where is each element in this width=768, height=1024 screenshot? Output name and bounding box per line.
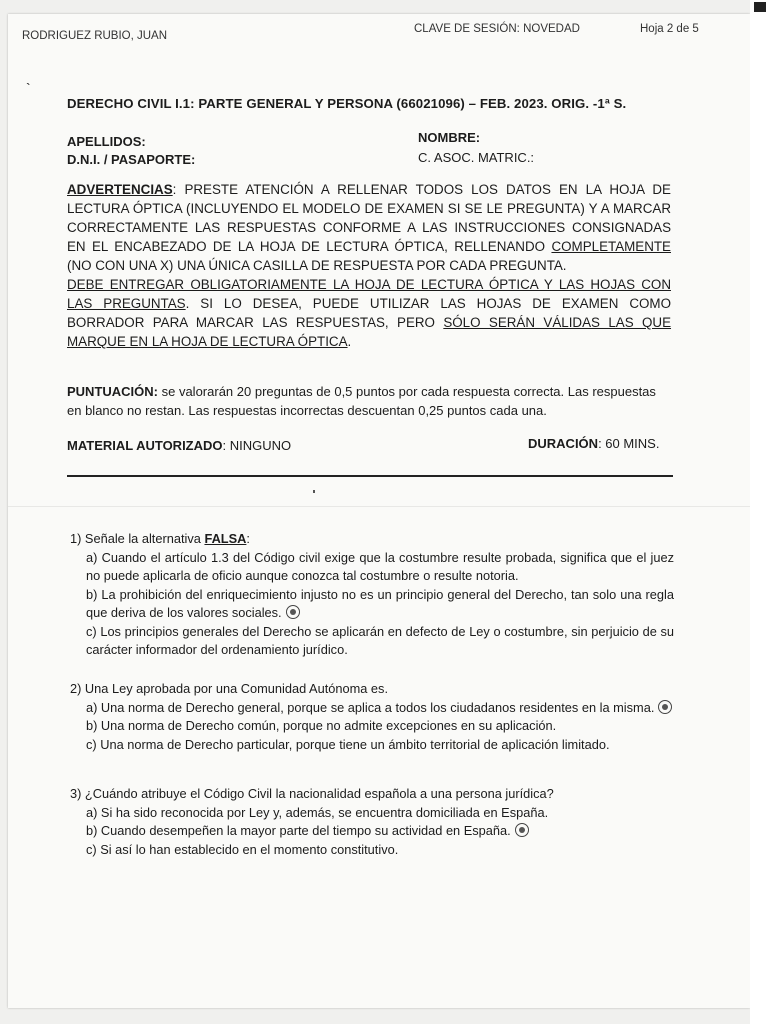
question-1-stem [70, 530, 674, 549]
warnings-only-valid: SÓLO SERÁN VÁLIDAS LAS QUE MARQUE EN LA HOJA DE LECTURA ÓPTICA [67, 315, 672, 349]
question-3 [70, 785, 674, 859]
question-3-option-b-text: b) Cuando desempeñen la mayor parte del tiempo su actividad en España. [86, 823, 511, 838]
warnings-completely: COMPLETAMENTE [551, 239, 671, 254]
question-1-option-b-text: b) La prohibición del enriquecimiento injusto no es un principio general del Derecho, tan solo una regla que deriva de los valores sociales. [86, 586, 674, 620]
question-1-option-a: a) Cuando el artículo 1.3 del Código civil exige que la costumbre resulte probada, significa que el juez no puede aplicarla de oficio aunque conozca tal costumbre o resulte notoria. [86, 549, 674, 583]
pen-tick: ` [26, 80, 31, 96]
question-2-option-b: b) Una norma de Derecho común, porque no admite excepciones en su aplicación. [86, 718, 557, 733]
scan-speck [313, 490, 315, 493]
material-line [67, 438, 291, 453]
question-2 [70, 680, 674, 754]
paper-fold [8, 506, 750, 507]
apellidos-label: APELLIDOS: [67, 134, 146, 149]
question-3-option-b [70, 822, 674, 841]
question-1-stem-suffix: : [246, 531, 250, 546]
material-label: MATERIAL AUTORIZADO [67, 438, 223, 453]
selected-answer-mark [286, 605, 300, 619]
question-2-option-a-text: a) Una norma de Derecho general, porque se aplica a todos los ciudadanos residentes en la misma. [86, 699, 655, 715]
scoring-block [67, 382, 671, 420]
question-1-option-b [70, 586, 674, 623]
scoring-label: PUNTUACIÓN: [67, 384, 158, 399]
duration-line [528, 436, 659, 451]
scoring-text: se valorarán 20 preguntas de 0,5 puntos por cada respuesta correcta. Las respuestas en blanco no restan. Las respuestas incorrectas descuentan 0,25 puntos cada una. [67, 384, 656, 418]
duration-label: DURACIÓN [528, 436, 599, 451]
dni-label: D.N.I. / PASAPORTE: [67, 152, 196, 167]
scan-mark [754, 2, 766, 12]
question-2-option-a [70, 699, 674, 718]
selected-answer-mark [515, 823, 529, 837]
question-3-stem: 3) ¿Cuándo atribuye el Código Civil la nacionalidad española a una persona jurídica? [70, 786, 554, 801]
question-1-stem-emph: FALSA [204, 531, 247, 546]
scan-edge [750, 0, 768, 1024]
student-name: RODRIGUEZ RUBIO, JUAN [22, 30, 168, 42]
exam-title: DERECHO CIVIL I.1: PARTE GENERAL Y PERSONA (66021096) – FEB. 2023. ORIG. -1ª S. [67, 96, 627, 111]
warnings-block [67, 180, 671, 351]
question-3-option-c: c) Si así lo han establecido en el momento constitutivo. [86, 841, 399, 857]
question-1 [70, 530, 674, 660]
warnings-text-3: . SI LO DESEA, PUEDE UTILIZAR LAS HOJAS DE EXAMEN COMO BORRADOR PARA MARCAR LAS RESPUESTAS, PERO [67, 296, 671, 330]
question-2-stem: 2) Una Ley aprobada por una Comunidad Autónoma es. [70, 681, 389, 696]
warnings-end: . [347, 334, 352, 349]
warnings-text-1: : PRESTE ATENCIÓN A RELLENAR TODOS LOS DATOS EN LA HOJA DE LECTURA ÓPTICA (INCLUYENDO EL MODELO DE EXAMEN SI SE LE PREGUNTA) Y A MARCAR CORRECTAMENTE LAS RESPUESTAS CONFORME A LAS INSTRUCCIONES CONSIGNADAS EN EL ENCABEZADO DE LA HOJA DE LECTURA ÓPTICA, RELLENANDO [67, 182, 671, 254]
question-3-option-a: a) Si ha sido reconocida por Ley y, además, se encuentra domiciliada en España. [86, 804, 549, 820]
centro-label: C. ASOC. MATRIC.: [418, 150, 535, 165]
duration-value: : 60 MINS. [598, 436, 660, 451]
selected-answer-mark [658, 700, 672, 714]
warnings-must-deliver: DEBE ENTREGAR OBLIGATORIAMENTE LA HOJA DE LECTURA ÓPTICA Y LAS HOJAS CON LAS PREGUNTAS [67, 277, 671, 311]
question-1-option-c: c) Los principios generales del Derecho se aplicarán en defecto de Ley o costumbre, sin perjuicio de su carácter informador del ordenamiento jurídico. [86, 623, 674, 657]
material-value: : NINGUNO [222, 438, 292, 453]
session-key: CLAVE DE SESIÓN: NOVEDAD [414, 23, 580, 35]
warnings-label: ADVERTENCIAS [67, 182, 173, 197]
nombre-label: NOMBRE: [418, 130, 481, 145]
page-indicator: Hoja 2 de 5 [640, 23, 699, 35]
question-1-stem-prefix: 1) Señale la alternativa [70, 531, 205, 546]
separator-rule [67, 475, 673, 477]
warnings-text-2: (NO CON UNA X) UNA ÚNICA CASILLA DE RESPUESTA POR CADA PREGUNTA. [67, 258, 567, 273]
question-2-option-c: c) Una norma de Derecho particular, porque tiene un ámbito territorial de aplicación limitado. [86, 736, 610, 752]
